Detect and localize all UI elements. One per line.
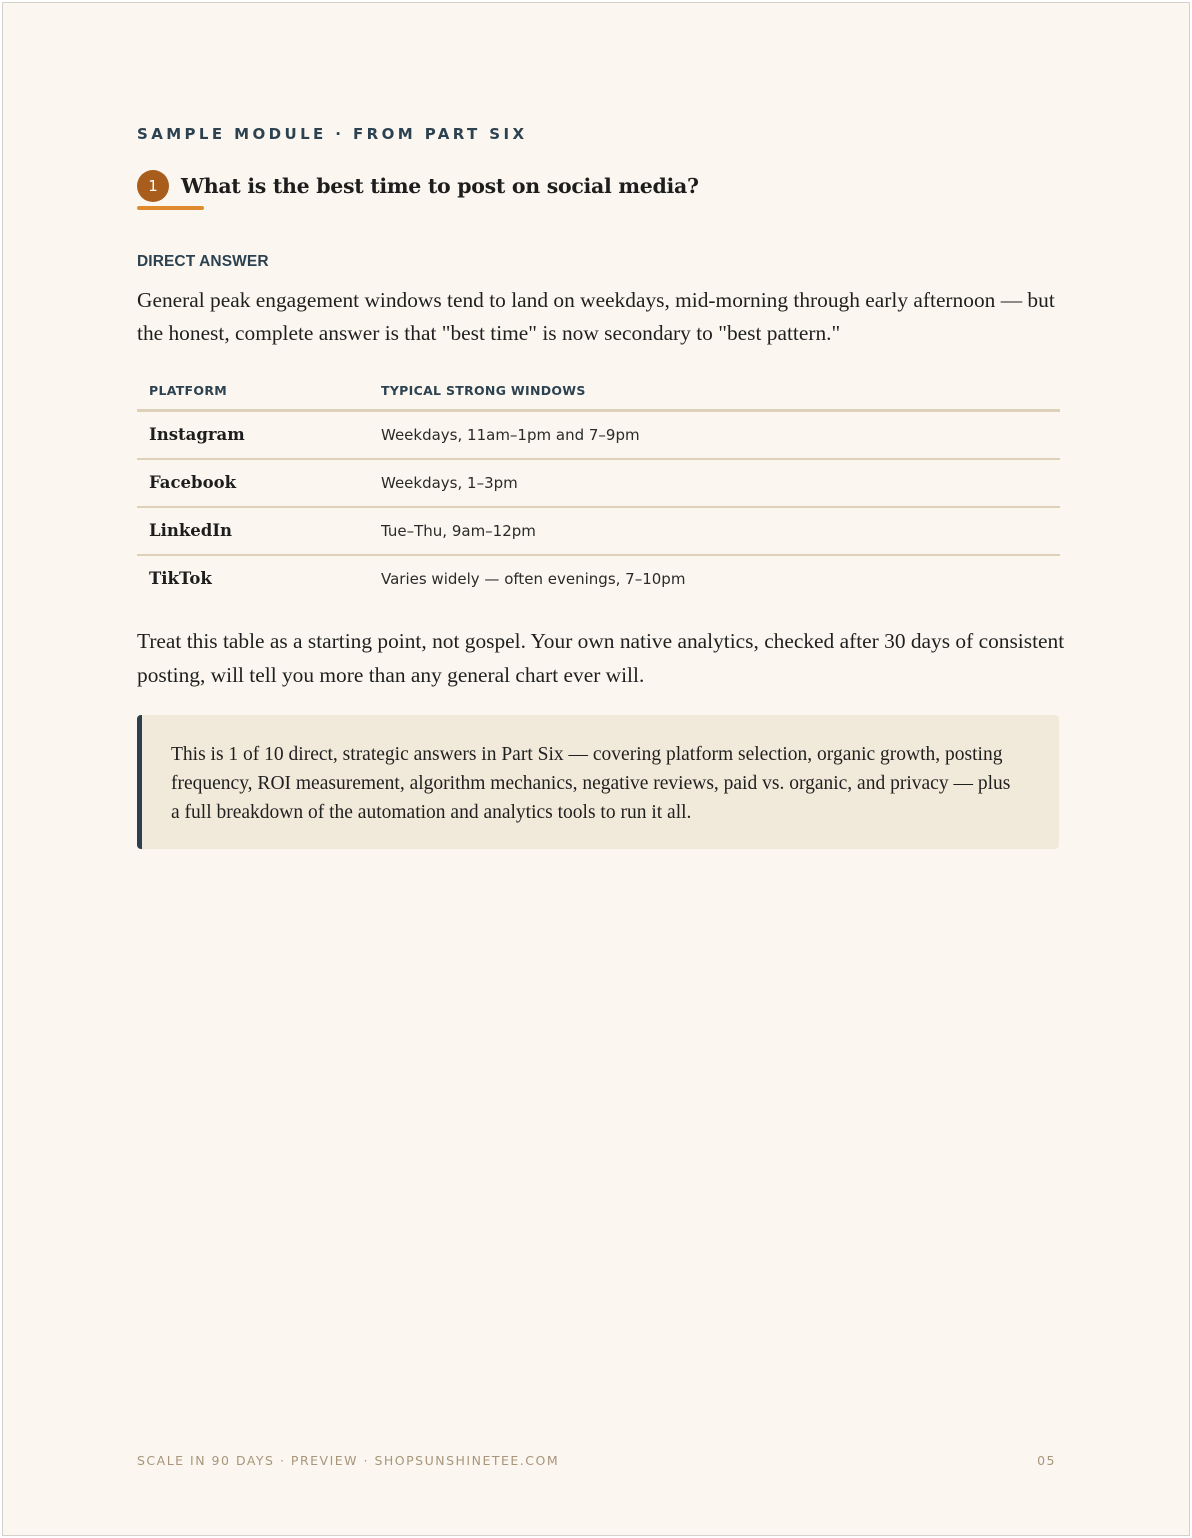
callout-text: This is 1 of 10 direct, strategic answers in Part Six — covering platform selection, organic growth, posting frequency, ROI measurement, algorithm mechanics, negative reviews, paid vs. organic, and privacy — plus a full breakdown of the automation and analytics tools to run it all. <box>171 744 1011 823</box>
table-row <box>137 460 1060 508</box>
window-cell: Weekdays, 1–3pm <box>381 474 518 492</box>
table-header-windows: TYPICAL STRONG WINDOWS <box>381 383 586 398</box>
posting-times-table <box>137 369 1060 602</box>
platform-cell: Facebook <box>149 473 237 492</box>
table-row <box>137 508 1060 556</box>
module-eyebrow: SAMPLE MODULE · FROM PART SIX <box>137 125 528 143</box>
window-cell: Tue–Thu, 9am–12pm <box>381 522 536 540</box>
question-title: What is the best time to post on social media? <box>181 174 699 198</box>
window-cell: Varies widely — often evenings, 7–10pm <box>381 570 686 588</box>
follow-up-paragraph: Treat this table as a starting point, not gospel. Your own native analytics, checked after 30 days of consistent posting, will tell you more than any general chart ever will. <box>137 629 1065 687</box>
table-header-platform: PLATFORM <box>149 383 227 398</box>
table-header-row <box>137 369 1060 412</box>
table-row <box>137 412 1060 460</box>
platform-cell: LinkedIn <box>149 521 233 540</box>
direct-answer-label: DIRECT ANSWER <box>137 253 269 270</box>
platform-cell: TikTok <box>149 569 212 588</box>
document-page <box>2 2 1190 1536</box>
part-six-callout <box>137 715 1059 849</box>
platform-cell: Instagram <box>149 425 245 444</box>
table-row <box>137 556 1060 602</box>
direct-answer-text: General peak engagement windows tend to land on weekdays, mid-morning through early afternoon — but the honest, complete answer is that "best time" is now secondary to "best pattern." <box>137 288 1055 345</box>
window-cell: Weekdays, 11am–1pm and 7–9pm <box>381 426 640 444</box>
footer-page-number: 05 <box>1037 1453 1056 1468</box>
question-heading <box>137 170 699 202</box>
question-accent-underline <box>137 206 204 210</box>
footer-running-title: SCALE IN 90 DAYS · PREVIEW · SHOPSUNSHINETEE.COM <box>137 1453 560 1468</box>
question-number-badge: 1 <box>137 170 169 202</box>
